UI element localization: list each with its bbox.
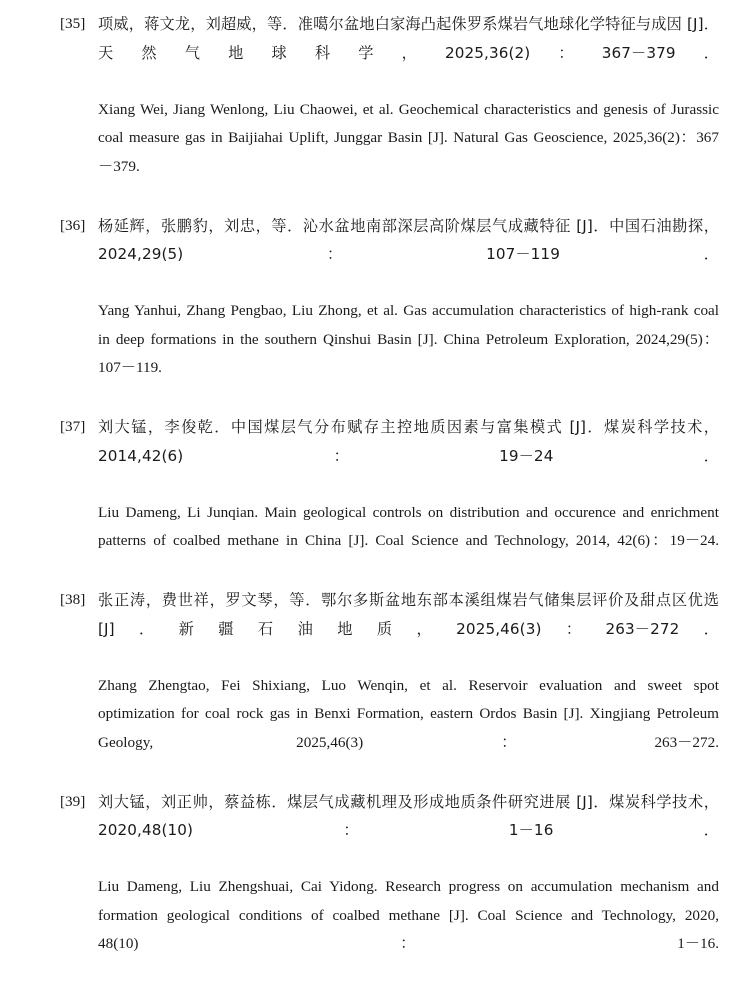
reference-english-text: Xiang Wei, Jiang Wenlong, Liu Chaowei, et al. Geochemical characteristics and genesis of Jurassic coal measure gas in Baijiahai Uplift, Junggar Basin [J]. Natural Gas Geoscience, 2025,36(2)：367－379. (98, 96, 719, 210)
reference-number: [35] (60, 10, 98, 39)
reference-english-text: Liu Dameng, Li Junqian. Main geological controls on distribution and occurence and enrichment patterns of coalbed methane in China [J]. Coal Science and Technology, 2014, 42(6)：19－24. (98, 499, 719, 585)
reference-body (98, 788, 719, 987)
reference-english-text: Yang Yanhui, Zhang Pengbao, Liu Zhong, et al. Gas accumulation characteristics of high-rank coal in deep formations in the southern Qinshui Basin [J]. China Petroleum Exploration, 2024,29(5)：107－119. (98, 297, 719, 411)
reference-english-text: Zhang Zhengtao, Fei Shixiang, Luo Wenqin, et al. Reservoir evaluation and sweet spot optimization for coal rock gas in Benxi Formation, eastern Ordos Basin [J]. Xingjiang Petroleum Geology, 2025,46(3)：263－272. (98, 672, 719, 786)
reference-number: [36] (60, 212, 98, 241)
reference-chinese-text: 项威，蒋文龙，刘超威，等．准噶尔盆地白家海凸起侏罗系煤岩气地球化学特征与成因 [J]．天然气地球科学，2025,36(2)：367－379． (98, 10, 719, 96)
reference-chinese-text: 刘大锰，刘正帅，蔡益栋．煤层气成藏机理及形成地质条件研究进展 [J]．煤炭科学技术，2020,48(10)：1－16． (98, 788, 719, 874)
reference-entry (60, 10, 719, 210)
reference-body (98, 586, 719, 786)
reference-entry (60, 586, 719, 786)
reference-number: [39] (60, 788, 98, 817)
reference-chinese-text: 杨延辉，张鹏豹，刘忠，等．沁水盆地南部深层高阶煤层气成藏特征 [J]．中国石油勘探，2024,29(5)：107－119． (98, 212, 719, 298)
reference-number: [37] (60, 413, 98, 442)
reference-body (98, 413, 719, 584)
reference-entry (60, 212, 719, 412)
reference-body (98, 10, 719, 210)
reference-chinese-text: 刘大锰，李俊乾．中国煤层气分布赋存主控地质因素与富集模式 [J]．煤炭科学技术，2014,42(6)：19－24． (98, 413, 719, 499)
reference-entry (60, 788, 719, 987)
reference-english-text: Liu Dameng, Liu Zhengshuai, Cai Yidong. Research progress on accumulation mechanism and formation geological conditions of coalbed methane [J]. Coal Science and Technology, 2020, 48(10)：1－16. (98, 873, 719, 987)
reference-chinese-text: 张正涛，费世祥，罗文琴，等．鄂尔多斯盆地东部本溪组煤岩气储集层评价及甜点区优选 [J]．新疆石油地质，2025,46(3)：263－272． (98, 586, 719, 672)
reference-number: [38] (60, 586, 98, 615)
reference-body (98, 212, 719, 412)
reference-entry (60, 413, 719, 584)
